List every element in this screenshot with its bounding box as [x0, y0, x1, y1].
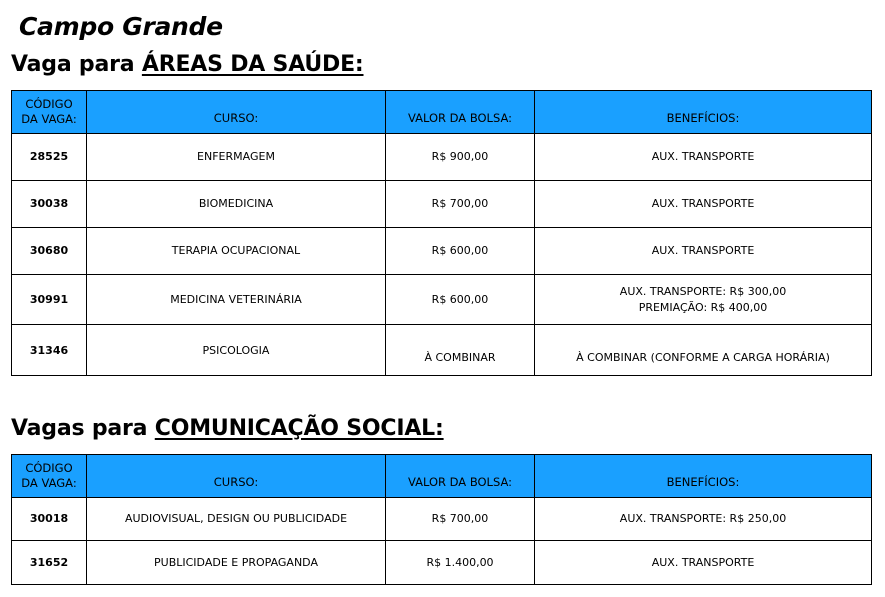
header-beneficios [535, 455, 872, 498]
cell-codigo: 30018 [12, 498, 87, 541]
cell-beneficios: À COMBINAR (CONFORME A CARGA HORÁRIA) [535, 325, 872, 376]
cell-codigo: 28525 [12, 134, 87, 181]
cell-curso: MEDICINA VETERINÁRIA [87, 275, 386, 325]
table-row [12, 541, 872, 585]
cell-beneficios: AUX. TRANSPORTE [535, 181, 872, 228]
table-row [12, 134, 872, 181]
cell-valor: R$ 600,00 [386, 275, 535, 325]
cell-beneficios: AUX. TRANSPORTE [535, 228, 872, 275]
beneficio-line-2: PREMIAÇÃO: R$ 400,00 [638, 300, 768, 314]
header-valor-label: VALOR DA BOLSA: [407, 475, 513, 489]
header-beneficios [535, 91, 872, 134]
cell-beneficios: AUX. TRANSPORTE [535, 134, 872, 181]
saude-heading-underlined: ÁREAS DA SAÚDE: [141, 52, 364, 77]
cell-codigo: 31652 [12, 541, 87, 585]
header-curso-label: CURSO: [213, 111, 259, 125]
header-valor [386, 455, 535, 498]
cell-curso: PSICOLOGIA [87, 325, 386, 376]
saude-heading [11, 52, 364, 77]
header-beneficios-label: BENEFÍCIOS: [666, 475, 740, 489]
cell-curso: BIOMEDICINA [87, 181, 386, 228]
cell-codigo: 30680 [12, 228, 87, 275]
cell-valor: R$ 700,00 [386, 498, 535, 541]
cell-curso: TERAPIA OCUPACIONAL [87, 228, 386, 275]
header-curso [87, 455, 386, 498]
cell-codigo: 31346 [12, 325, 87, 376]
header-valor-label: VALOR DA BOLSA: [407, 111, 513, 125]
table-header-row [12, 455, 872, 498]
beneficio-line-1: AUX. TRANSPORTE: R$ 300,00 [619, 284, 787, 298]
header-codigo: CÓDIGO DA VAGA: [12, 455, 87, 498]
cell-valor: R$ 900,00 [386, 134, 535, 181]
comunicacao-table [11, 454, 872, 585]
cell-curso: ENFERMAGEM [87, 134, 386, 181]
cell-beneficios [535, 275, 872, 325]
cell-valor: R$ 700,00 [386, 181, 535, 228]
header-codigo: CÓDIGO DA VAGA: [12, 91, 87, 134]
table-row [12, 228, 872, 275]
table-row [12, 325, 872, 376]
header-beneficios-label: BENEFÍCIOS: [666, 111, 740, 125]
table-row [12, 275, 872, 325]
header-curso-label: CURSO: [213, 475, 259, 489]
city-title: Campo Grande [19, 12, 223, 41]
comunicacao-heading-underlined: COMUNICAÇÃO SOCIAL: [154, 416, 444, 441]
table-row [12, 498, 872, 541]
cell-valor: R$ 1.400,00 [386, 541, 535, 585]
saude-heading-prefix: Vaga para [11, 52, 142, 77]
table-header-row [12, 91, 872, 134]
header-curso [87, 91, 386, 134]
saude-table [11, 90, 872, 376]
cell-curso: PUBLICIDADE E PROPAGANDA [87, 541, 386, 585]
header-valor [386, 91, 535, 134]
cell-beneficios: AUX. TRANSPORTE: R$ 250,00 [535, 498, 872, 541]
comunicacao-heading [11, 416, 444, 441]
cell-beneficios: AUX. TRANSPORTE [535, 541, 872, 585]
table-row [12, 181, 872, 228]
comunicacao-heading-prefix: Vagas para [11, 416, 155, 441]
cell-curso: AUDIOVISUAL, DESIGN OU PUBLICIDADE [87, 498, 386, 541]
cell-valor: R$ 600,00 [386, 228, 535, 275]
cell-codigo: 30038 [12, 181, 87, 228]
cell-valor: À COMBINAR [386, 325, 535, 376]
cell-codigo: 30991 [12, 275, 87, 325]
